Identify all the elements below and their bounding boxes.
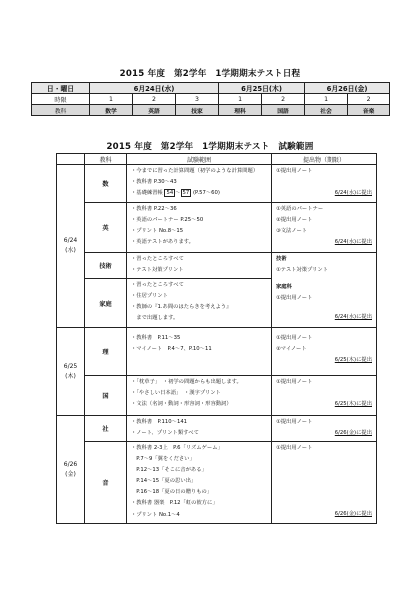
period-cell: 2 bbox=[262, 94, 305, 105]
subject-header: 教科 bbox=[85, 154, 127, 165]
submission-item: ②提出用ノート bbox=[276, 217, 313, 224]
range-line: ・教科書 2-3上 P.6「リズムゲーム」 bbox=[131, 445, 223, 451]
range-line: ・プリント No.8～15 bbox=[131, 228, 184, 235]
date-cell-day2 bbox=[57, 328, 85, 416]
submission-music bbox=[272, 442, 377, 524]
day-header: 6月24日(水) bbox=[90, 83, 219, 94]
range-line: P.7～9「翼をください」 bbox=[131, 456, 195, 463]
schedule-title: 2015 年度 第2学年 1学期期末テスト日程 bbox=[119, 69, 301, 79]
date-cell-day1 bbox=[57, 165, 85, 328]
range-header: 試験範囲 bbox=[127, 154, 272, 165]
range-math bbox=[127, 165, 272, 203]
subject-cell: 数学 bbox=[90, 105, 133, 116]
range-line: ・今までに習った計算問題（初学のような計算問題） bbox=[131, 168, 259, 174]
submission-item: ①英語のパートナー bbox=[276, 206, 324, 212]
due-date: 6/25(木)に提出 bbox=[334, 357, 372, 364]
period-cell: 2 bbox=[348, 94, 390, 105]
subject-japanese: 国 bbox=[85, 376, 127, 416]
range-line: ・教師の『1.あ間のはたらきを考えよう』 bbox=[131, 304, 232, 311]
date-md: 6/24 bbox=[63, 237, 78, 244]
subject-cell: 理科 bbox=[219, 105, 262, 116]
subject-home: 家庭 bbox=[85, 279, 127, 328]
range-line: ・「やさしい日本語」 ・漢字プリント bbox=[131, 390, 221, 397]
date-dow: (水) bbox=[65, 247, 76, 254]
date-md: 6/26 bbox=[63, 460, 78, 468]
subject-cell: 音楽 bbox=[348, 105, 390, 116]
range-line: ・習ったところすべて bbox=[131, 282, 184, 288]
range-tech bbox=[127, 253, 272, 279]
range-line: ・教科書 P.11～35 bbox=[131, 335, 181, 341]
boxed-page: 57 bbox=[182, 190, 190, 197]
due-date: 6/26(金)に提出 bbox=[334, 511, 372, 518]
subject-science: 理 bbox=[85, 328, 127, 376]
due-date: 6/24(水)に提出 bbox=[334, 239, 372, 246]
range-line: P.14～15「夏の思い出」 bbox=[131, 478, 197, 485]
range-japanese bbox=[127, 376, 272, 416]
due-date: 6/25(木)に提出 bbox=[334, 401, 372, 408]
date-dow: (金) bbox=[65, 470, 76, 478]
period-cell: 1 bbox=[90, 94, 133, 105]
range-line: ・ノート、プリント類すべて bbox=[131, 430, 199, 437]
range-title: 2015 年度 第2学年 1学期期末テスト 試験範囲 bbox=[106, 142, 314, 152]
day-header: 6月26日(金) bbox=[305, 83, 390, 94]
range-line: ・基礎練習帳 54 ～ 57 (P.57～60) bbox=[131, 190, 220, 197]
submission-item: ①提出用ノート bbox=[276, 335, 313, 341]
exam-range-table bbox=[56, 153, 377, 524]
subject-cell: 英語 bbox=[133, 105, 176, 116]
range-line: P.12～13「そこに音がある」 bbox=[131, 467, 207, 474]
submission-item: ①提出用ノート bbox=[276, 445, 313, 451]
subject-math: 数 bbox=[85, 165, 127, 203]
submission-item: ①提出用ノート bbox=[276, 168, 313, 174]
range-social bbox=[127, 416, 272, 442]
day-label: 日・曜日 bbox=[32, 83, 90, 94]
range-line: ・教科書 P.110～141 bbox=[131, 419, 188, 425]
range-line: ・テスト対策プリント bbox=[131, 267, 184, 274]
date-md: 6/25 bbox=[63, 362, 78, 370]
boxed-page: 54 bbox=[166, 190, 174, 197]
date-dow: (木) bbox=[65, 372, 76, 380]
range-line: ・教科書 P.22～36 bbox=[131, 206, 177, 212]
period-cell: 3 bbox=[176, 94, 219, 105]
range-line: P.16～18「夏の日の贈りもの」 bbox=[131, 489, 213, 496]
range-line: ・教科書 器楽 P.12「虹の彼方に」 bbox=[131, 500, 218, 507]
submission-math bbox=[272, 165, 377, 203]
due-date: 6/24(水)に提出 bbox=[334, 314, 372, 321]
range-line: ・英語テストがあります。 bbox=[131, 239, 194, 246]
submission-item: ①提出用ノート bbox=[276, 379, 313, 385]
submission-item: ③文法ノート bbox=[276, 228, 308, 235]
submission-heading: 家庭科 bbox=[276, 284, 292, 291]
range-line: ・文法（名詞・動詞・形容詞・形容動詞） bbox=[131, 401, 232, 408]
subject-social: 社 bbox=[85, 416, 127, 442]
range-line: ・教科書 P.30～43 bbox=[131, 179, 177, 186]
submission-tech-home bbox=[272, 253, 377, 328]
date-cell-day3 bbox=[57, 416, 85, 524]
period-cell: 1 bbox=[219, 94, 262, 105]
submission-english bbox=[272, 203, 377, 253]
day-header: 6月25日(木) bbox=[219, 83, 305, 94]
period-cell: 2 bbox=[133, 94, 176, 105]
subject-english: 英 bbox=[85, 203, 127, 253]
submission-japanese bbox=[272, 376, 377, 416]
subject-cell: 国語 bbox=[262, 105, 305, 116]
exam-schedule-table bbox=[31, 82, 390, 116]
due-date: 6/24(水)に提出 bbox=[334, 190, 372, 197]
submission-social bbox=[272, 416, 377, 442]
periods-label: 時限 bbox=[32, 94, 90, 105]
range-line: ・マイノート P.4～7、P.10～11 bbox=[131, 346, 212, 353]
subject-music: 音 bbox=[85, 442, 127, 524]
range-line: ・「枕草子」 ・初学の問題からも出題します。 bbox=[131, 379, 242, 385]
subject-cell: 社会 bbox=[305, 105, 348, 116]
submission-item: ①テスト対策プリント bbox=[276, 267, 328, 274]
range-home bbox=[127, 279, 272, 328]
range-line: ・住居プリント bbox=[131, 293, 168, 300]
submission-item: ①提出用ノート bbox=[276, 295, 313, 302]
submission-header: 提出物（期限） bbox=[272, 154, 377, 165]
submission-science bbox=[272, 328, 377, 376]
range-line: ・習ったところすべて bbox=[131, 256, 184, 262]
due-date: 6/26(金)に提出 bbox=[334, 430, 372, 437]
range-english bbox=[127, 203, 272, 253]
subject-cell: 技家 bbox=[176, 105, 219, 116]
range-line: ・英語のパートナー P.25～50 bbox=[131, 217, 204, 224]
period-cell: 1 bbox=[305, 94, 348, 105]
submission-item: ①提出用ノート bbox=[276, 419, 313, 425]
subject-tech: 技術 bbox=[85, 253, 127, 279]
range-science bbox=[127, 328, 272, 376]
submission-item: ②マイノート bbox=[276, 346, 307, 353]
date-header-blank bbox=[57, 154, 85, 165]
range-line: ・プリント No.1～4 bbox=[131, 511, 180, 518]
range-line: まで出題します。 bbox=[131, 315, 179, 322]
subjects-label: 教科 bbox=[32, 105, 90, 116]
submission-heading: 技術 bbox=[276, 256, 287, 262]
range-music bbox=[127, 442, 272, 524]
